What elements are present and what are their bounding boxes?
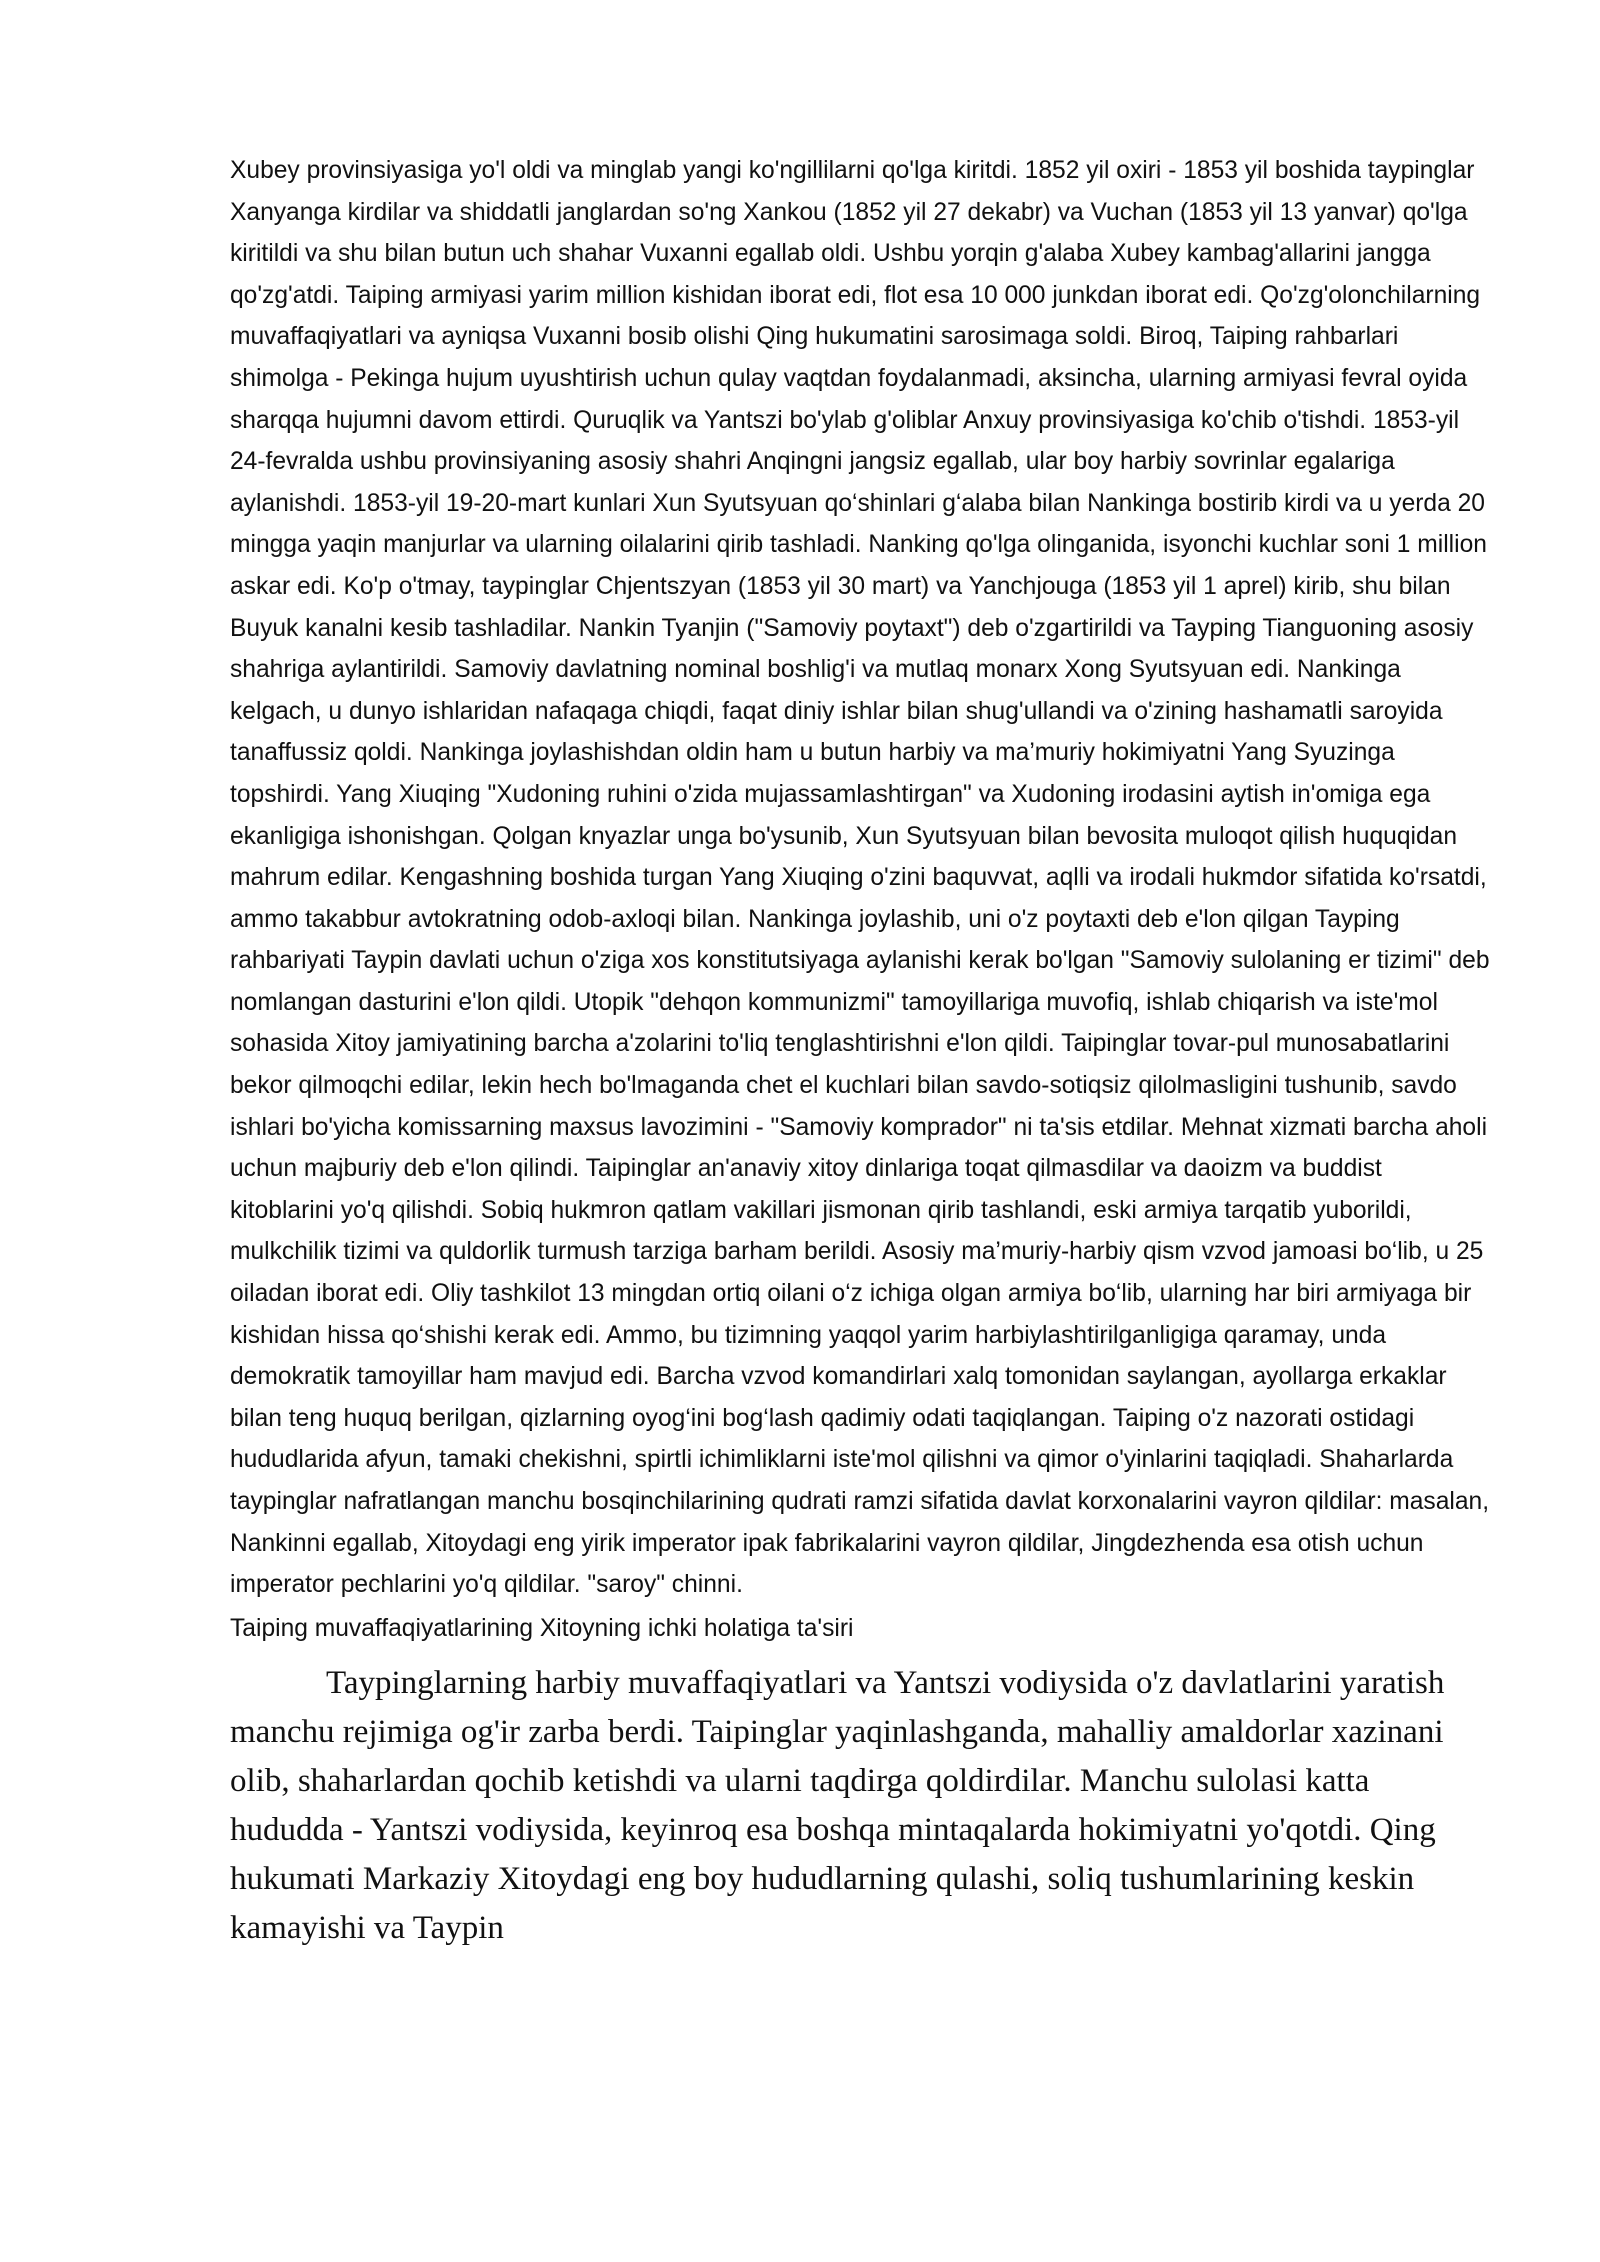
body-paragraph-2: Taypinglarning harbiy muvaffaqiyatlari va Yantszi vodiysida o'z davlatlarini yaratish manchu rejimiga og'ir zarba berdi. Taipinglar yaqinlashganda, mahalliy amaldorlar xazinani olib, shaharlardan qochib ketishdi va ularni taqdirga qoldirdilar. Manchu sulolasi katta hududda - Yantszi vodiysida, keyinroq esa boshqa mintaqalarda hokimiyatni yo'qotdi. Qing hukumati Markaziy Xitoydagi eng boy hududlarning qulashi, soliq tushumlarining keskin kamayishi va Taypin — [230, 1665, 1445, 1947]
section-subheading: Taiping muvaffaqiyatlarining Xitoyning ichki holatiga ta'siri — [230, 1614, 854, 1642]
document-body — [230, 150, 1490, 1953]
body-paragraph-1: Xubey provinsiyasiga yo'l oldi va minglab yangi ko'ngillilarni qo'lga kiritdi. 1852 yil oxiri - 1853 yil boshida taypinglar Xanyanga kirdilar va shiddatli janglardan so'ng Xankou (1852 yil 27 dekabr) va Vuchan (1853 yil 13 yanvar) qo'lga kiritildi va shu bilan butun uch shahar Vuxanni egallab oldi. Ushbu yorqin g'alaba Xubey kambag'allarini jangga qo'zg'atdi. Taiping armiyasi yarim million kishidan iborat edi, flot esa 10 000 junkdan iborat edi. Qo'zg'olonchilarning muvaffaqiyatlari va ayniqsa Vuxanni bosib olishi Qing hukumatini sarosimaga soldi. Biroq, Taiping rahbarlari shimolga - Pekinga hujum uyushtirish uchun qulay vaqtdan foydalanmadi, aksincha, ularning armiyasi fevral oyida sharqqa hujumni davom ettirdi. Quruqlik va Yantszi bo'ylab g'oliblar Anxuy provinsiyasiga ko'chib o'tishdi. 1853-yil 24-fevralda ushbu provinsiyaning asosiy shahri Anqingni jangsiz egallab, ular boy harbiy sovrinlar egalariga aylanishdi. 1853-yil 19-20-mart kunlari Xun Syutsyuan qo‘shinlari g‘alaba bilan Nankinga bostirib kirdi va u yerda 20 mingga yaqin manjurlar va ularning oilalarini qirib tashladi. Nanking qo'lga olinganida, isyonchi kuchlar soni 1 million askar edi. Ko'p o'tmay, taypinglar Chjentszyan (1853 yil 30 mart) va Yanchjouga (1853 yil 1 aprel) kirib, shu bilan Buyuk kanalni kesib tashladilar. Nankin Tyanjin ("Samoviy poytaxt") deb o'zgartirildi va Tayping Tianguoning asosiy shahriga aylantirildi. Samoviy davlatning nominal boshlig'i va mutlaq monarx Xong Syutsyuan edi. Nankinga kelgach, u dunyo ishlaridan nafaqaga chiqdi, faqat diniy ishlar bilan shug'ullandi va o'zining hashamatli saroyida tanaffussiz qoldi. Nankinga joylashishdan oldin ham u butun harbiy va ma’muriy hokimiyatni Yang Syuzinga topshirdi. Yang Xiuqing "Xudoning ruhini o'zida mujassamlashtirgan" va Xudoning irodasini aytish in'omiga ega ekanligiga ishonishgan. Qolgan knyazlar unga bo'ysunib, Xun Syutsyuan bilan bevosita muloqot qilish huquqidan mahrum edilar. Kengashning boshida turgan Yang Xiuqing o'zini baquvvat, aqlli va irodali hukmdor sifatida ko'rsatdi, ammo takabbur avtokratning odob-axloqi bilan. Nankinga joylashib, uni o'z poytaxti deb e'lon qilgan Tayping rahbariyati Taypin davlati uchun o'ziga xos konstitutsiyaga aylanishi kerak bo'lgan "Samoviy sulolaning er tizimi" deb nomlangan dasturini e'lon qildi. Utopik "dehqon kommunizmi" tamoyillariga muvofiq, ishlab chiqarish va iste'mol sohasida Xitoy jamiyatining barcha a'zolarini to'liq tenglashtirishni e'lon qildi. Taipinglar tovar-pul munosabatlarini bekor qilmoqchi edilar, lekin hech bo'lmaganda chet el kuchlari bilan savdo-sotiqsiz qilolmasligini tushunib, savdo ishlari bo'yicha komissarning maxsus lavozimini - "Samoviy komprador" ni ta'sis etdilar. Mehnat xizmati barcha aholi uchun majburiy deb e'lon qilindi. Taipinglar an'anaviy xitoy dinlariga toqat qilmasdilar va daoizm va buddist kitoblarini yo'q qilishdi. Sobiq hukmron qatlam vakillari jismonan qirib tashlandi, eski armiya tarqatib yuborildi, mulkchilik tizimi va quldorlik turmush tarziga barham berildi. Asosiy ma’muriy-harbiy qism vzvod jamoasi bo‘lib, u 25 oiladan iborat edi. Oliy tashkilot 13 mingdan ortiq oilani o‘z ichiga olgan armiya bo‘lib, ularning har biri armiyaga bir kishidan hissa qo‘shishi kerak edi. Ammo, bu tizimning yaqqol yarim harbiylashtirilganligiga qaramay, unda demokratik tamoyillar ham mavjud edi. Barcha vzvod komandirlari xalq tomonidan saylangan, ayollarga erkaklar bilan teng huquq berilgan, qizlarning oyog‘ini bog‘lash qadimiy odati taqiqlangan. Taiping o'z nazorati ostidagi hududlarida afyun, tamaki chekishni, spirtli ichimliklarni iste'mol qilishni va qimor o'yinlarini taqiqladi. Shaharlarda taypinglar nafratlangan manchu bosqinchilarining qudrati ramzi sifatida davlat korxonalarini vayron qildilar: masalan, Nankinni egallab, Xitoydagi eng yirik imperator ipak fabrikalarini vayron qildilar, Jingdezhenda esa otish uchun imperator pechlarini yo'q qildilar. "saroy" chinni. — [230, 157, 1490, 1599]
